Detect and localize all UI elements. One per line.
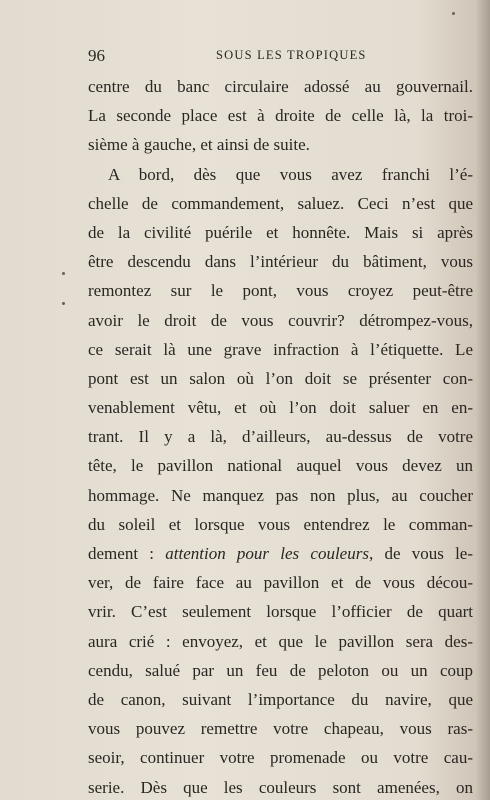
text-line: venablement vêtu, et où l’on doit saluer en en- xyxy=(88,398,473,418)
text-line: A bord, dès que vous avez franchi l’é- xyxy=(108,164,473,184)
italic-phrase: attention pour les couleurs xyxy=(165,544,369,563)
text-line: tête, le pavillon national auquel vous devez un xyxy=(88,456,473,476)
text-line: vous pouvez remettre votre chapeau, vous ras- xyxy=(88,719,473,739)
text-line: centre du banc circulaire adossé au gouvernail. xyxy=(88,77,473,96)
running-head: SOUS LES TROPIQUES xyxy=(216,48,367,62)
text-line: remontez sur le pont, vous croyez peut-être xyxy=(88,281,473,301)
text-line: serie. Dès que les couleurs sont amenées, on xyxy=(88,777,473,797)
text-line: du soleil et lorsque vous entendrez le comman- xyxy=(88,514,473,534)
paper-speck xyxy=(62,302,65,305)
text-fragment: , de vous le- xyxy=(368,544,474,563)
text-line: pont est un salon où l’on doit se présenter con- xyxy=(88,368,473,388)
paper-speck xyxy=(62,272,65,275)
text-line: seoir, continuer votre promenade ou votre cau- xyxy=(88,748,473,768)
text-line: ver, de faire face au pavillon et de vous décou- xyxy=(88,573,473,593)
text-line: hommage. Ne manquez pas non plus, au coucher xyxy=(88,485,473,505)
text-line xyxy=(88,539,473,568)
text-line: avoir le droit de vous couvrir? détrompez-vous, xyxy=(88,310,473,330)
text-line: ce serait là une grave infraction à l’étiquette. Le xyxy=(88,339,473,359)
page-number: 96 xyxy=(88,46,105,65)
text-line: chelle de commandement, saluez. Ceci n’est que xyxy=(88,193,473,213)
body-text xyxy=(88,72,473,800)
text-line: trant. Il y a là, d’ailleurs, au-dessus de votre xyxy=(88,427,473,447)
text-line: cendu, salué par un feu de peloton ou un coup xyxy=(88,660,473,680)
text-line: La seconde place est à droite de celle là, la troi- xyxy=(88,106,473,126)
text-fragment: dement : xyxy=(88,544,166,563)
text-line: aura crié : envoyez, et que le pavillon sera des- xyxy=(88,631,473,651)
text-line: de canon, suivant l’importance du navire, que xyxy=(88,689,473,709)
text-line: vrir. C’est seulement lorsque l’officier de quart xyxy=(88,602,473,622)
text-line: de la civilité puérile et honnête. Mais si après xyxy=(88,222,473,242)
text-line: être descendu dans l’intérieur du bâtiment, vous xyxy=(88,252,473,272)
text-line: sième à gauche, et ainsi de suite. xyxy=(88,135,310,155)
page-header xyxy=(88,46,473,68)
paper-speck xyxy=(452,12,455,15)
